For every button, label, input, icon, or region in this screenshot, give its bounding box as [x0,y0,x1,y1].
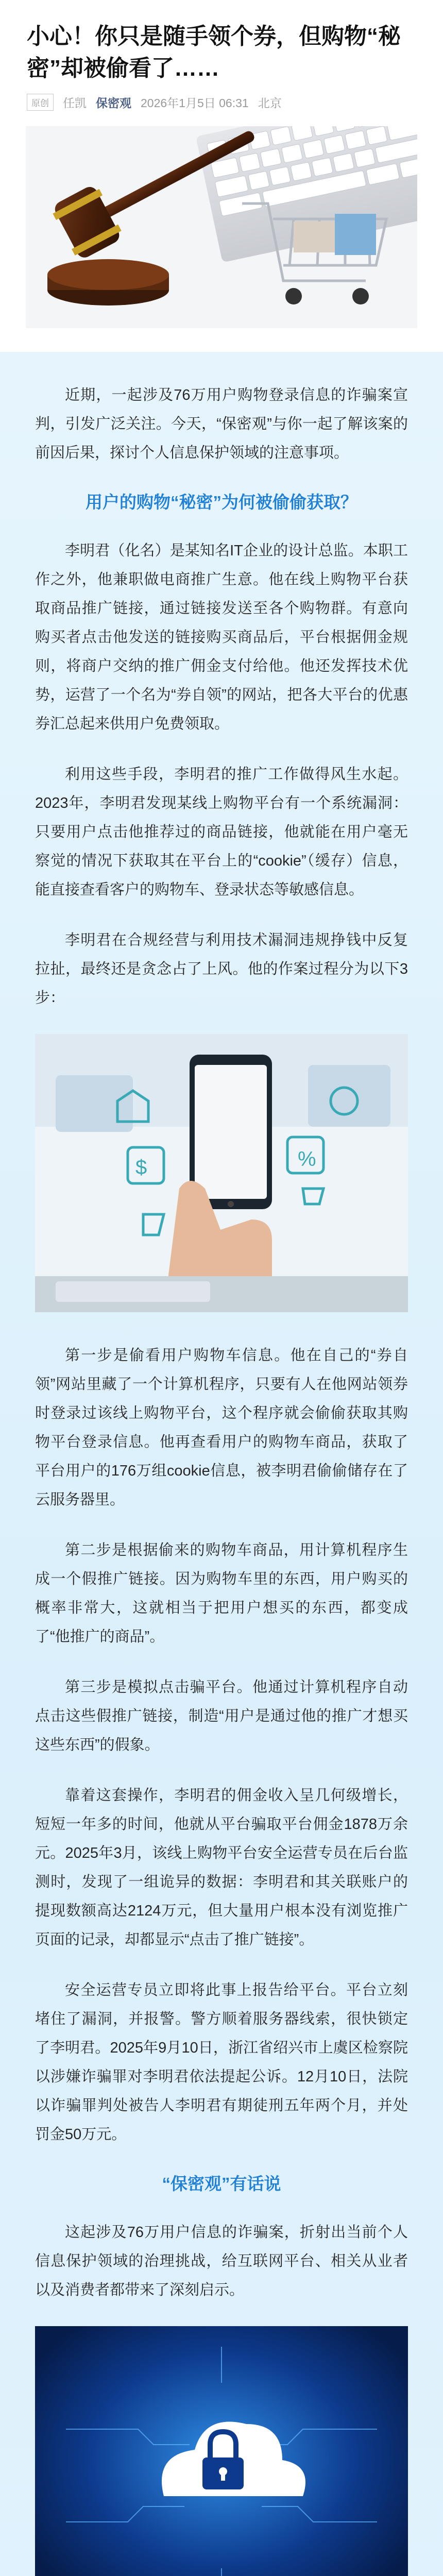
hero-image-gavel-cart [26,126,417,328]
cloud-lock-image [35,2326,408,2576]
paragraph-steps-intro: 李明君在合规经营与利用技术漏洞违规挣钱中反复拉扯，最终还是贪念占了上风。他的作案过程分为以下3步： [35,932,408,1006]
publish-datetime: 2026年1月5日 06:31 [141,96,249,110]
article-title: 小心！你只是随手领个券，但购物“秘密”却被偷看了…… [27,24,401,81]
article-meta [0,84,443,111]
svg-text:$: $ [135,1156,147,1179]
paragraph-step-one: 第一步是偷看用户购物车信息。他在自己的“券自领”网站里藏了一个计算机程序，只要有人在他网站领券时登录过该线上购物平台，这个程序就会偷偷获取其购物平台登录信息。他再查看用户的购物车商品，获取了平台用户的176万组cookie信息，被李明君偷偷储存在了云服务器里。 [35,1347,408,1508]
paragraph-vulnerability: 利用这些手段，李明君的推广工作做得风生水起。2023年，李明君发现某线上购物平台有一个系统漏洞：只要用户点击他推荐过的商品链接，他就能在用户毫无察觉的情况下获取其在平台上的“cookie”（缓存）信息，能直接查看客户的购物车、登录状态等敏感信息。 [35,766,408,898]
source-account-link[interactable]: 保密观 [96,96,131,110]
section-title-comment: “保密观”有话说 [162,2174,281,2193]
article-body [0,352,443,2576]
svg-text:%: % [298,1148,316,1171]
author-name: 任凯 [63,96,87,110]
publish-location: 北京 [258,96,282,110]
paragraph-profits: 靠着这套操作，李明君的佣金收入呈几何级增长，短短一年多的时间，他就从平台骗取平台佣金1878万余元。2025年3月，该线上购物平台安全运营专员在后台监测时，发现了一组诡异的数据：李明君和其关联账户的提现数额高达2124万元，但大量用户根本没有浏览推广页面的记录，却都显示“点击了推广链接”。 [35,1787,408,1948]
section-title-why: 用户的购物“秘密”为何被偷偷获取？ [86,493,357,512]
original-tag: 原创 [27,94,54,111]
paragraph-verdict: 安全运营专员立即将此事上报告给平台。平台立刻堵住了漏洞，并报警。警方顺着服务器线索，很快锁定了李明君。2025年9月10日，浙江省绍兴市上虞区检察院以涉嫌诈骗罪对李明君依法提起公诉。12月10日，法院以诈骗罪判处被告人李明君有期徒刑五年两个月，并处罚金50万元。 [35,1982,408,2143]
phone-shopping-image [35,1034,408,1312]
paragraph-background: 李明君（化名）是某知名IT企业的设计总监。本职工作之外，他兼职做电商推广生意。他在线上购物平台获取商品推广链接，通过链接发送至各个购物群。有意向购买者点击他发送的链接购买商品后，平台根据佣金规则，将商户交纳的推广佣金支付给他。他还发挥技术优势，运营了一个名为“券自领”的网站，把各大平台的优惠券汇总起来供用户免费领取。 [35,543,408,732]
paragraph-step-three: 第三步是模拟点击骗平台。他通过计算机程序自动点击这些假推广链接，制造“用户是通过他的推广才想买这些东西”的假象。 [35,1679,408,1753]
paragraph-intro: 近期，一起涉及76万用户购物登录信息的诈骗案宣判，引发广泛关注。今天，“保密观”与你一起了解该案的前因后果，探讨个人信息保护领域的注意事项。 [35,387,408,461]
paragraph-step-two: 第二步是根据偷来的购物车商品，用计算机程序生成一个假推广链接。因为购物车里的东西，用户购买的概率非常大，这就相当于把用户想买的东西，都变成了“他推广的商品”。 [35,1542,408,1645]
paragraph-lessons: 这起涉及76万用户信息的诈骗案，折射出当前个人信息保护领域的治理挑战，给互联网平台、相关从业者以及消费者都带来了深刻启示。 [35,2224,408,2298]
